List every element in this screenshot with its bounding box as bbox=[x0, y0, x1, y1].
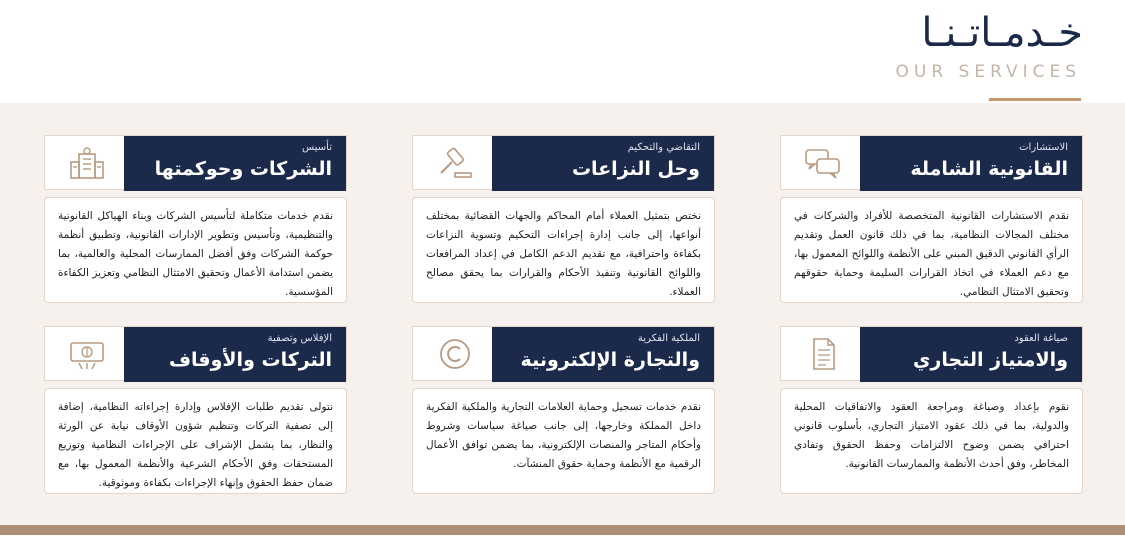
service-card-companies bbox=[44, 135, 347, 303]
card-title: الشركات وحوكمتها bbox=[154, 158, 332, 180]
title-underline bbox=[989, 98, 1081, 101]
card-text: نختص بتمثيل العملاء أمام المحاكم والجهات القضائية بمختلف أنواعها، إلى جانب إدارة إجراءات التحكيم وتسوية النزاعات بكفاءة واحترافية، مع تقديم الدعم الكامل في إعداد المرافعات واللوائح القانونية وتنفيذ الأحكام والقرارات بما يحقق مصالح العملاء. bbox=[412, 197, 715, 303]
card-title-panel bbox=[860, 136, 1082, 191]
header bbox=[0, 0, 1125, 103]
card-title-panel bbox=[492, 327, 714, 382]
card-title: والامتياز التجاري bbox=[912, 349, 1068, 371]
document-icon bbox=[803, 337, 843, 371]
card-header bbox=[44, 135, 347, 190]
card-subtitle: تأسيس bbox=[302, 142, 332, 153]
card-title: القانونية الشاملة bbox=[910, 158, 1068, 180]
card-title: التركات والأوقاف bbox=[168, 349, 332, 371]
card-header bbox=[412, 326, 715, 381]
card-text: نقدم الاستشارات القانونية المتخصصة للأفراد والشركات في مختلف المجالات النظامية، بما في ذلك قانون العمل وتقديم الرأي القانوني الدقيق المبني على الأنظمة واللوائح المعمول بها، مع دعم العملاء في اتخاذ القرارات السليمة وحماية حقوقهم وتحقيق الامتثال النظامي. bbox=[780, 197, 1083, 303]
card-text: نقدم خدمات متكاملة لتأسيس الشركات وبناء الهياكل القانونية والتنظيمية، وتأسيس وتطوير الإدارات القانونية، وتطبيق أنظمة حوكمة الشركات وفق أفضل الممارسات المحلية والعالمية، بما يضمن استدامة الأعمال وتحقيق الامتثال النظامي وتعزيز الكفاءة المؤسسية. bbox=[44, 197, 347, 303]
card-text: نقوم بإعداد وصياغة ومراجعة العقود والاتفاقيات المحلية والدولية، بما في ذلك عقود الامتياز التجاري، بأسلوب قانوني احترافي يضمن وضوح الالتزامات وحفظ الحقوق وتفادي المخاطر، وفق أحدث الأنظمة والممارسات القانونية. bbox=[780, 388, 1083, 494]
footer-band bbox=[0, 525, 1125, 535]
service-card-ip bbox=[412, 326, 715, 494]
card-header bbox=[412, 135, 715, 190]
service-card-consultations bbox=[780, 135, 1083, 303]
card-header bbox=[780, 135, 1083, 190]
speech-bubbles-icon bbox=[803, 146, 843, 180]
card-subtitle: التقاضي والتحكيم bbox=[627, 142, 700, 153]
card-title: وحل النزاعات bbox=[571, 158, 700, 180]
card-subtitle: صياغة العقود bbox=[1014, 333, 1068, 344]
gavel-icon bbox=[435, 146, 475, 180]
card-subtitle: الملكية الفكرية bbox=[637, 333, 700, 344]
page-title: خـدمـاتـنـا bbox=[921, 10, 1083, 56]
card-text: نقدم خدمات تسجيل وحماية العلامات التجارية والملكية الفكرية داخل المملكة وخارجها، إلى جانب صياغة سياسات وشروط وأحكام المتاجر والمنصات الإلكترونية، بما يضمن توافق الأعمال الرقمية مع الأنظمة وحماية حقوق المنشآت. bbox=[412, 388, 715, 494]
money-icon bbox=[67, 337, 107, 371]
card-subtitle: الإفلاس وتصفية bbox=[267, 333, 332, 344]
service-card-contracts bbox=[780, 326, 1083, 494]
copyright-icon bbox=[435, 337, 475, 371]
card-text: نتولى تقديم طلبات الإفلاس وإدارة إجراءاته النظامية، إضافة إلى تصفية التركات وتنظيم شؤون الأوقاف نيابة عن الورثة والنظار، بما يشمل الإشراف على الإجراءات النظامية وتوزيع المستحقات وفق الأحكام الشرعية والأنظمة المعمول بها، مع ضمان حفظ الحقوق وإنهاء الإجراءات بكفاءة وموثوقية. bbox=[44, 388, 347, 494]
card-title: والتجارة الإلكترونية bbox=[520, 349, 700, 371]
card-title-panel bbox=[492, 136, 714, 191]
card-title-panel bbox=[124, 136, 346, 191]
service-card-bankruptcy bbox=[44, 326, 347, 494]
card-header bbox=[44, 326, 347, 381]
services-section bbox=[0, 103, 1125, 525]
service-card-litigation bbox=[412, 135, 715, 303]
card-title-panel bbox=[860, 327, 1082, 382]
card-title-panel bbox=[124, 327, 346, 382]
card-header bbox=[780, 326, 1083, 381]
card-subtitle: الاستشارات bbox=[1019, 142, 1068, 153]
page-subtitle: OUR SERVICES bbox=[895, 62, 1081, 82]
footer-strip bbox=[0, 535, 1125, 551]
building-icon bbox=[67, 146, 107, 180]
